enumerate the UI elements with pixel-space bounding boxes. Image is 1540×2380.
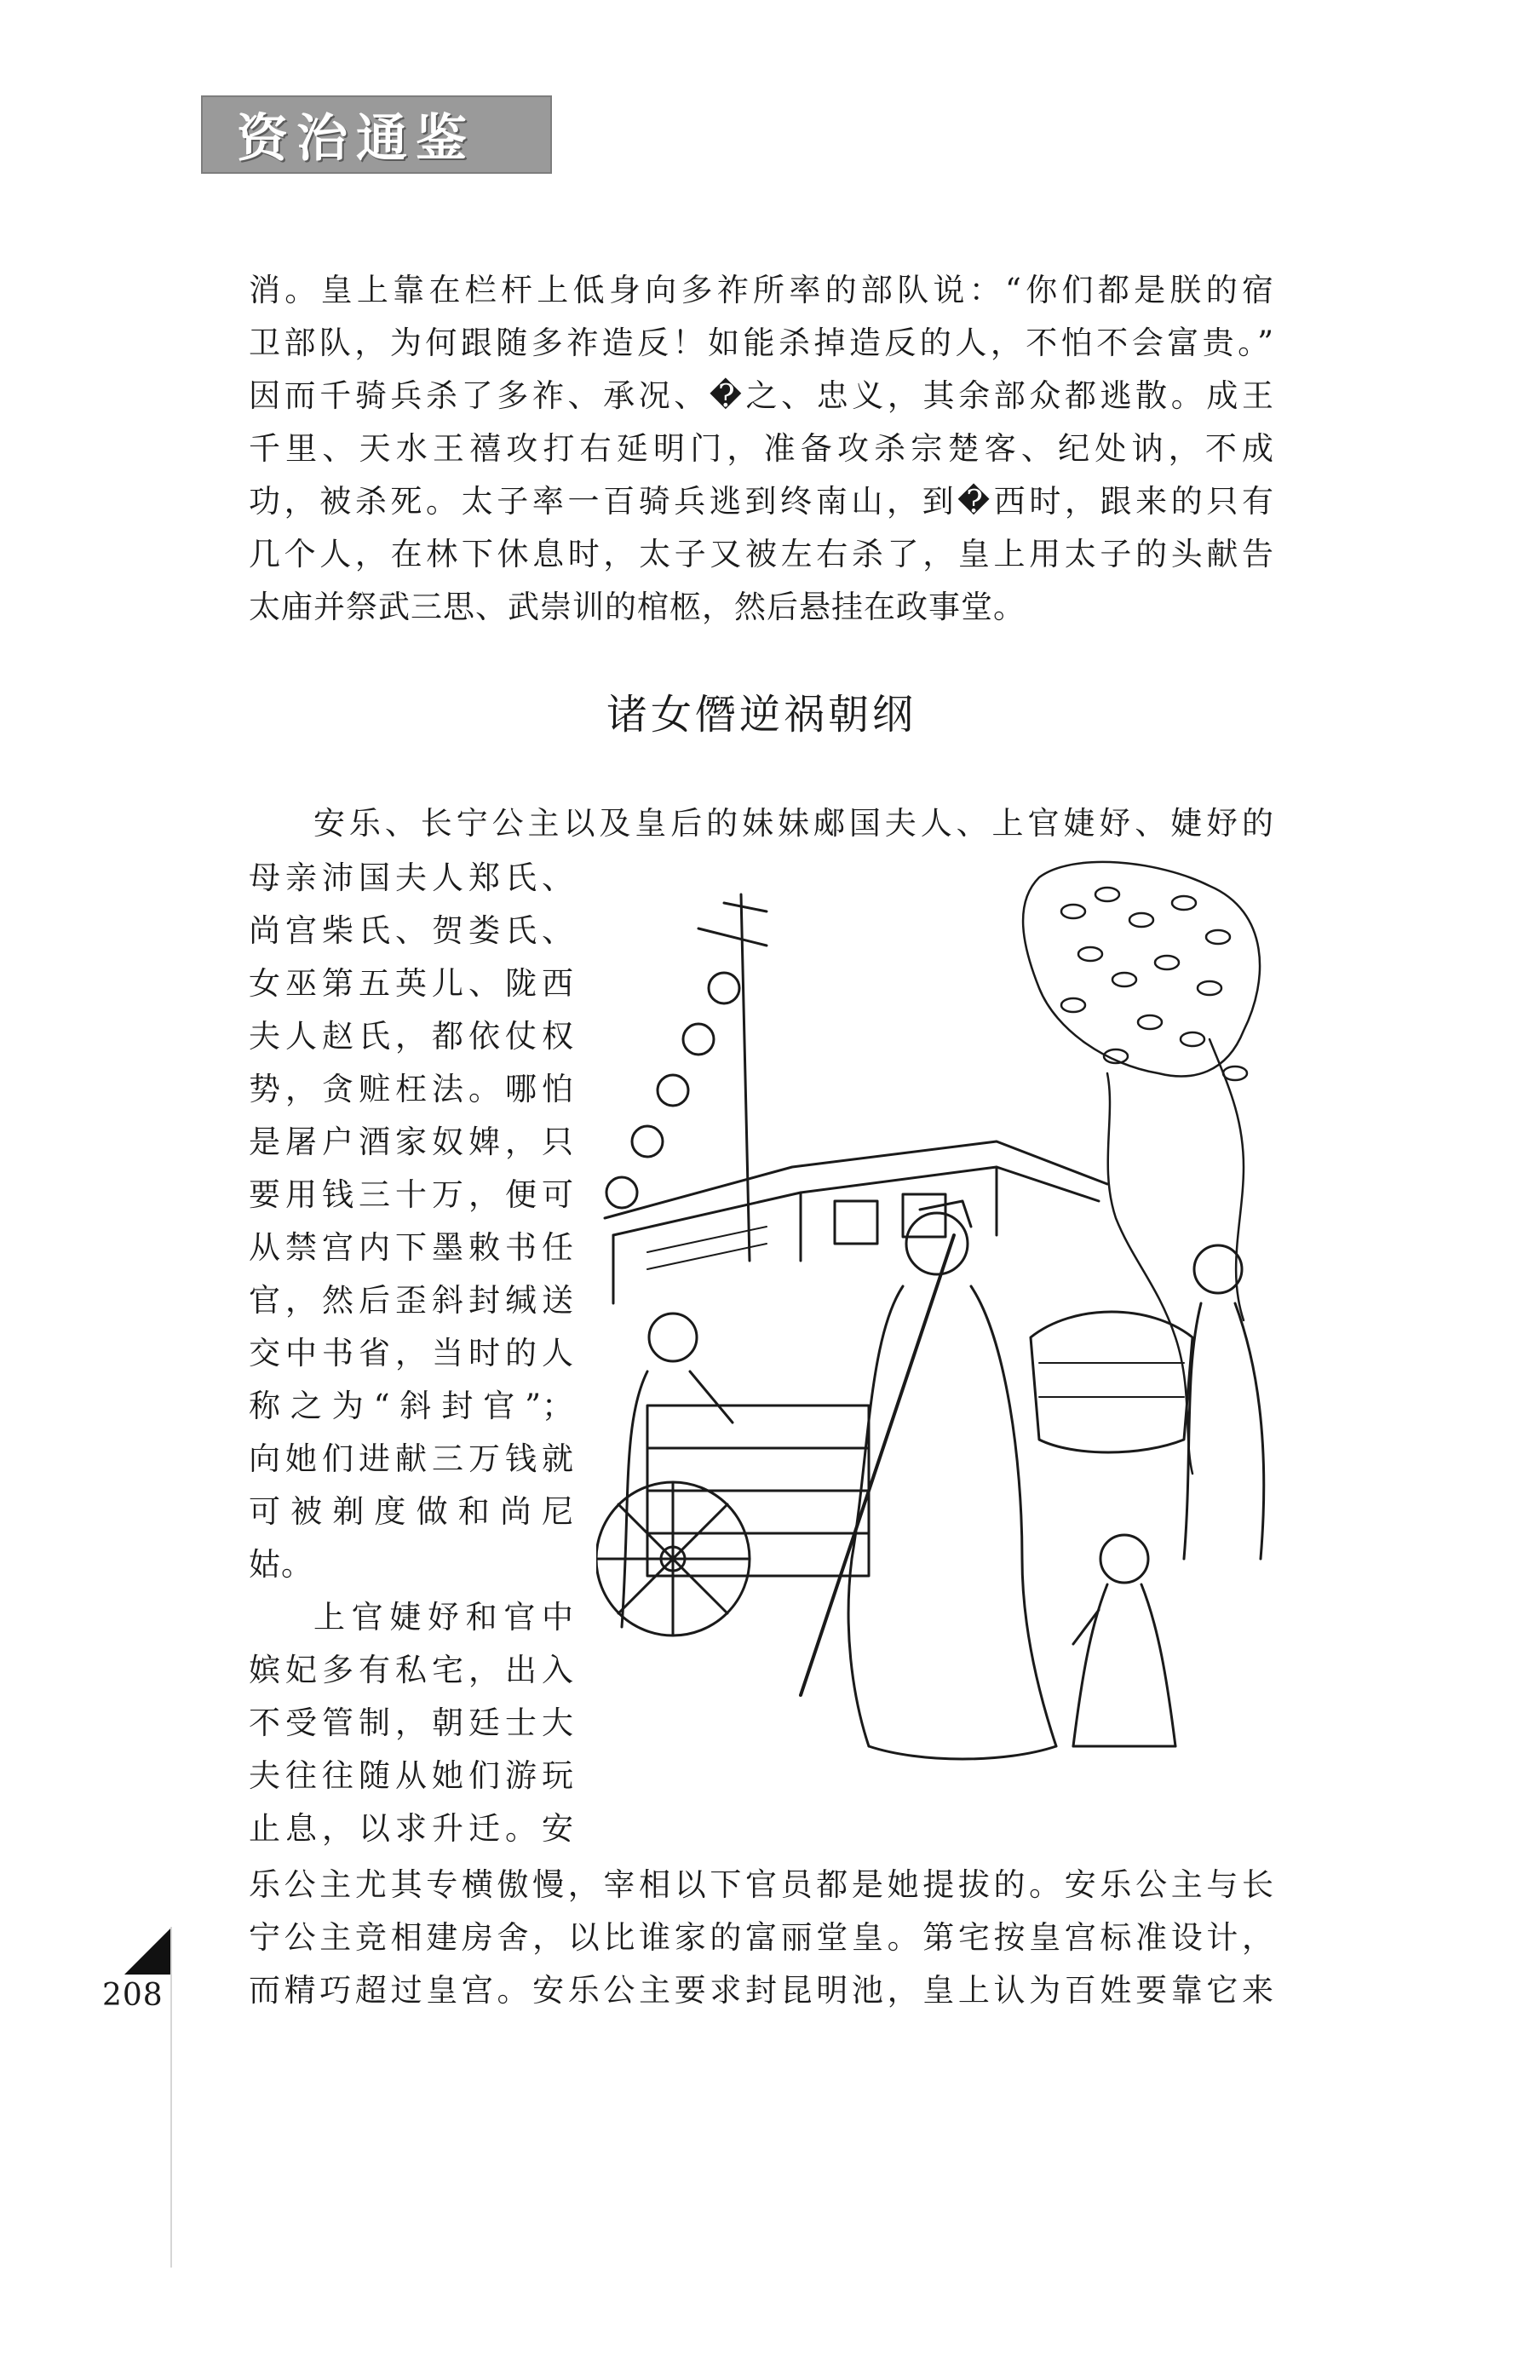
text-line: 称之为“斜封官”； [249,1388,574,1424]
person-icon [622,1314,733,1627]
page-corner-mark [124,1927,172,1975]
intro-paragraph [249,797,1274,850]
building-icon [605,1141,1107,1303]
person-icon [801,1201,1056,1759]
text-line: 夫往往随从她们游玩 [249,1757,574,1794]
text-line: 交中书省，当时的人 [249,1335,574,1371]
text-line: 止息，以求升迁。安 [249,1810,574,1847]
page-number: 208 [102,1978,164,2013]
text-line: 几个人，在林下休息时，太子又被左右杀了，皇上用太子的头献告 [249,536,1274,572]
text-line: 功，被杀死。太子率一百骑兵逃到终南山，到�西时，跟来的只有 [249,483,1274,520]
cart-icon [596,1406,869,1636]
text-line: 安乐、长宁公主以及皇后的妹妹郕国夫人、上官婕妤、婕妤的 [313,805,1274,842]
section-title: 诸女僭逆祸朝纲 [606,691,917,739]
text-line: 千里、天水王禧攻打右延明门，准备攻杀宗楚客、纪处讷，不成 [249,430,1274,467]
tree-icon [1023,862,1260,1474]
text-line: 不受管制，朝廷士大 [249,1705,574,1741]
margin-rule [170,1927,172,2268]
text-line: 太庙并祭武三思、武崇训的棺柩，然后悬挂在政事堂。 [249,589,1026,625]
wrapped-paragraph [249,852,574,1855]
text-line: 上官婕妤和官中 [313,1599,574,1636]
woodblock-illustration [596,860,1274,1789]
text-line: 消。皇上靠在栏杆上低身向多祚所率的部队说：“你们都是朕的宿 [249,272,1274,308]
text-line: 姑。 [249,1546,313,1583]
text-line: 从禁宫内下墨敕书任 [249,1229,574,1266]
text-line: 尚宫柴氏、贺娄氏、 [249,912,574,949]
bottom-paragraph [249,1859,1274,2017]
basket-icon [1031,1312,1192,1452]
text-line: 官，然后歪斜封缄送 [249,1282,574,1319]
text-line: 可被剃度做和尚尼 [249,1493,574,1530]
text-line: 母亲沛国夫人郑氏、 [249,859,574,896]
top-paragraph [249,264,1274,634]
person-icon [1184,1245,1264,1559]
text-line: 而精巧超过皇宫。安乐公主要求封昆明池，皇上认为百姓要靠它来 [249,1972,1274,2009]
text-line: 要用钱三十万，便可 [249,1176,574,1213]
book-title: 资治通鉴 [237,109,475,169]
text-line: 是屠户酒家奴婢，只 [249,1124,574,1160]
text-line: 因而千骑兵杀了多祚、承况、�之、忠义，其余部众都逃散。成王 [249,377,1274,414]
text-line: 向她们进献三万钱就 [249,1440,574,1477]
text-line: 夫人赵氏，都依仗权 [249,1018,574,1055]
text-line: 势，贪赃枉法。哪怕 [249,1071,574,1107]
book-title-banner [201,95,552,174]
text-line: 卫部队，为何跟随多祚造反！如能杀掉造反的人，不怕不会富贵。” [249,325,1274,361]
text-line: 女巫第五英儿、陇西 [249,965,574,1002]
text-line: 宁公主竞相建房舍，以比谁家的富丽堂皇。第宅按皇宫标准设计， [249,1919,1274,1956]
text-line: 嫔妃多有私宅，出入 [249,1652,574,1688]
text-line: 乐公主尤其专横傲慢，宰相以下官员都是她提拔的。安乐公主与长 [249,1866,1274,1903]
child-icon [1073,1535,1175,1746]
